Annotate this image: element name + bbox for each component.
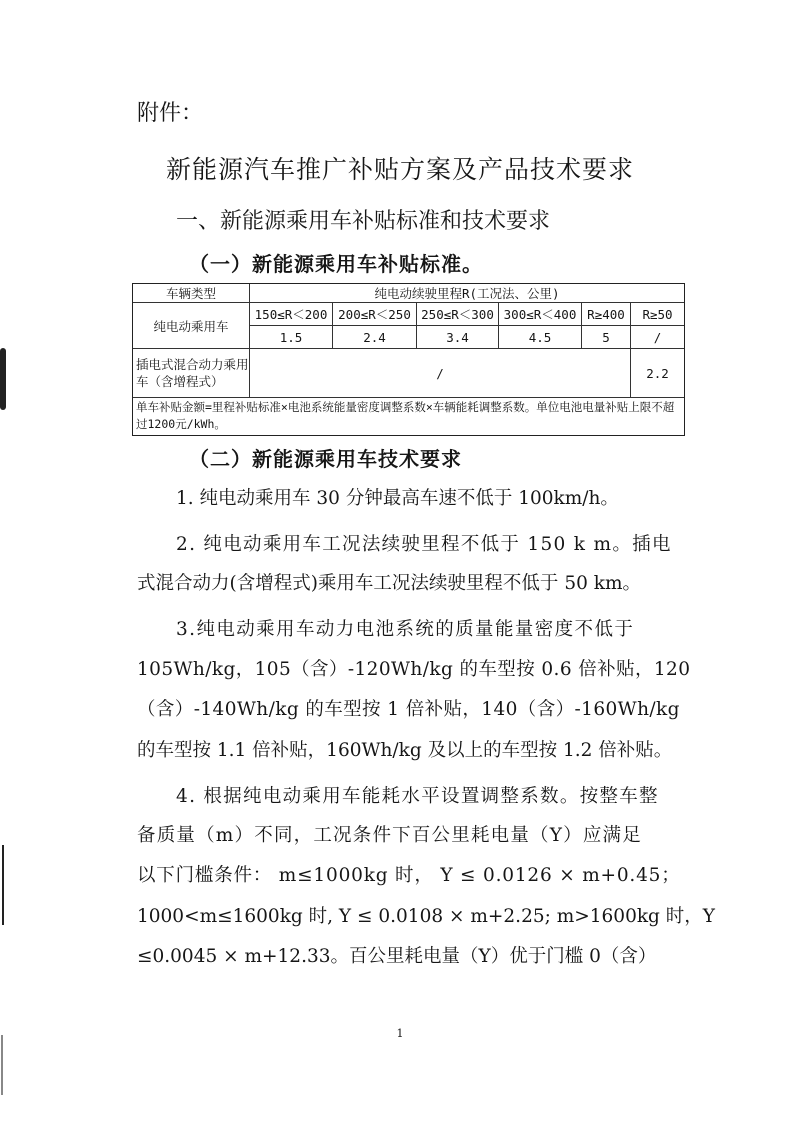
table-bev-label: 纯电动乘用车 — [133, 303, 250, 349]
subsection-heading-2: （二）新能源乘用车技术要求 — [189, 447, 462, 471]
table-range-cell: 200≤R＜250 — [333, 303, 417, 326]
paragraph-line: 备质量（m）不同，工况条件下百公里耗电量（Y）应满足 — [137, 825, 642, 846]
table-range-cell: R≥50 — [631, 303, 684, 326]
table-phev-label: 插电式混合动力乘用车（含增程式） — [133, 349, 250, 398]
paragraph-line: 1000<m≤1600kg 时, Y ≤ 0.0108 × m+2.25; m>1600kg 时，Y — [137, 906, 715, 927]
paragraph-line: 1. 纯电动乘用车 30 分钟最高车速不低于 100km/h。 — [176, 488, 619, 509]
table-header-range: 纯电动续驶里程R(工况法、公里) — [250, 284, 684, 303]
table-phev-merged-cell: / — [250, 349, 631, 398]
table-range-cell: 150≤R＜200 — [250, 303, 333, 326]
paragraph-line: 以下门槛条件： m≤1000kg 时， Y ≤ 0.0126 × m+0.45； — [137, 865, 681, 886]
table-header-vehicle-type: 车辆类型 — [133, 284, 250, 303]
section-heading-1: 一、新能源乘用车补贴标准和技术要求 — [176, 209, 551, 234]
scan-artifact-line — [2, 845, 4, 925]
paragraph-line: 105Wh/kg，105（含）-120Wh/kg 的车型按 0.6 倍补贴，120 — [137, 659, 691, 680]
table-value-cell: 5 — [582, 326, 631, 349]
table-value-cell: / — [631, 326, 684, 349]
paragraph-line: 的车型按 1.1 倍补贴，160Wh/kg 及以上的车型按 1.2 倍补贴。 — [137, 740, 673, 761]
table-phev-value: 2.2 — [631, 349, 684, 398]
subsidy-table — [132, 283, 685, 436]
table-value-cell: 4.5 — [499, 326, 582, 349]
paragraph-line: 3.纯电动乘用车动力电池系统的质量能量密度不低于 — [176, 619, 635, 640]
scan-artifact-line — [1, 1035, 3, 1095]
table-range-cell: 250≤R＜300 — [417, 303, 499, 326]
table-note: 单车补贴金额=里程补贴标准×电池系统能量密度调整系数×车辆能耗调整系数。单位电池电量补贴上限不超过1200元/kWh。 — [136, 400, 675, 431]
paragraph-line: 式混合动力(含增程式)乘用车工况法续驶里程不低于 50 km。 — [137, 573, 641, 594]
document-title: 新能源汽车推广补贴方案及产品技术要求 — [165, 155, 634, 184]
attachment-label: 附件： — [137, 101, 204, 126]
paragraph-line: 4. 根据纯电动乘用车能耗水平设置调整系数。按整车整 — [176, 786, 659, 807]
paragraph-line: ≤0.0045 × m+12.33。百公里耗电量（Y）优于门槛 0（含） — [137, 946, 657, 967]
scan-artifact-mark — [0, 348, 6, 410]
subsection-heading-1: （一）新能源乘用车补贴标准。 — [189, 252, 483, 276]
table-range-cell: R≥400 — [582, 303, 631, 326]
table-value-cell: 1.5 — [250, 326, 333, 349]
table-value-cell: 3.4 — [417, 326, 499, 349]
table-value-cell: 2.4 — [333, 326, 417, 349]
table-range-cell: 300≤R＜400 — [499, 303, 582, 326]
page-number: 1 — [396, 1027, 404, 1040]
paragraph-line: 2. 纯电动乘用车工况法续驶里程不低于 150 k m。插电 — [176, 534, 672, 555]
paragraph-line: （含）-140Wh/kg 的车型按 1 倍补贴，140（含）-160Wh/kg — [137, 699, 680, 720]
